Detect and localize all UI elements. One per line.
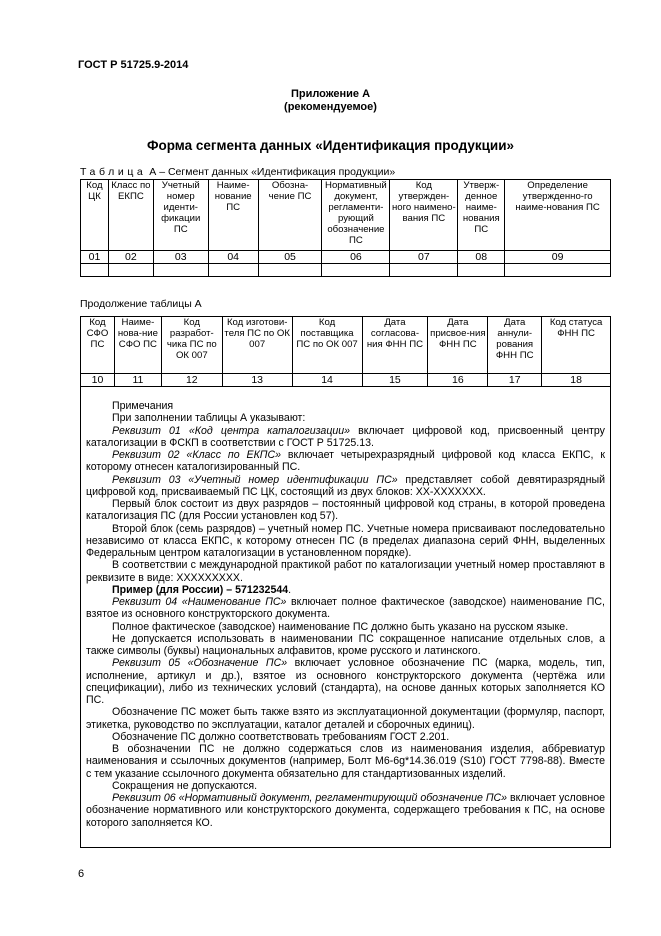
column-header: Код СФО ПС [81,317,115,374]
column-header: Код разработ-чика ПС по ОК 007 [161,317,222,374]
column-number: 05 [258,251,322,264]
appendix-subtitle: (рекомендуемое) [284,101,377,113]
note-text: представляет собой девятиразрядный цифровой код, присваиваемый ПС ЦК, состоящий из двух блоков: XX-XXXXXXX. [86,473,605,498]
form-title: Форма сегмента данных «Идентификация продукции» [146,138,515,153]
example-label: Пример (для России) – 571232544 [112,583,289,596]
empty-cell [322,264,390,277]
note-text: Полное фактическое (заводское) наименование ПС должно быть указано на русском языке. [112,620,569,633]
note-paragraph [86,559,605,584]
column-header: Код статуса ФНН ПС [542,317,611,374]
empty-cell [108,264,153,277]
page-number: 6 [78,868,85,880]
note-paragraph [86,474,605,499]
table-caption [80,166,395,178]
note-text: включает четырехразрядный цифровой код класса ЕКПС, к которому отнесен каталогизированный ПС. [86,449,605,474]
note-text: включает цифровой код, присвоенный центру каталогизации в ФСКП в соответствии с ГОСТ Р 51725.13. [86,424,605,449]
column-header: Наиме-нова-ние СФО ПС [114,317,161,374]
note-text: включает условное обозначение нормативного или конструкторского документа, содержащего требования к ПС, на основе которого заполняется КО. [86,792,605,829]
empty-cell [208,264,258,277]
note-text: Не допускается использовать в наименовании ПС сокращенное написание отдельных слов, а также символы (буквы) национальных алфавитов, кроме русского и латинского. [86,632,605,657]
note-paragraph [86,425,605,450]
column-header: Класс по ЕКПС [108,180,153,251]
column-number: 15 [362,374,428,387]
note-paragraph [86,584,605,596]
column-header: Код изготови-теля ПС по ОК 007 [222,317,292,374]
note-paragraph [86,400,605,412]
column-number: 02 [108,251,153,264]
column-header: Дата аннули-рования ФНН ПС [488,317,542,374]
note-text: Обозначение ПС должно соответствовать требованиям ГОСТ 2.201. [112,730,450,743]
column-header: Нормативный документ, регламенти-рующий обозначение ПС [322,180,390,251]
note-text: Примечания [112,400,174,412]
column-number: 08 [458,251,505,264]
column-number: 09 [505,251,611,264]
note-paragraph [86,621,605,633]
column-header: Код поставщика ПС по ОК 007 [292,317,362,374]
requisite-name: Реквизит 05 «Обозначение ПС» [112,657,288,670]
column-header: Код ЦК [81,180,109,251]
note-paragraph [86,449,605,474]
requisite-name: Реквизит 02 «Класс по ЕКПС» [112,449,282,461]
note-paragraph [86,743,605,780]
column-number: 04 [208,251,258,264]
note-paragraph [86,523,605,560]
column-header: Определение утвержденно-го наиме-нования ПС [505,180,611,251]
note-paragraph [86,498,605,523]
column-number: 14 [292,374,362,387]
column-number: 01 [81,251,109,264]
note-paragraph [86,706,605,731]
column-header: Обозна-чение ПС [258,180,322,251]
column-number: 10 [81,374,115,387]
note-text: В обозначении ПС не должно содержаться слов из наименования изделия, аббревиатур наименования и ссылочных документов (например, Болт М6-6g*14.36.019 (S10) ГОСТ 7798-88). Вместе с тем указание ссылочного документа обязательно для стандартизованных изделий. [86,743,605,780]
column-number: 17 [488,374,542,387]
column-number: 12 [161,374,222,387]
document-header: ГОСТ Р 51725.9-2014 [78,59,189,71]
note-text: Второй блок (семь разрядов) – учетный номер ПС. Учетные номера присваивают последовательно независимо от класса ЕКПС, к которому отнесен ПС (в пределах диапазона серий ФНН, выделенных Федеральным центром каталогизации в установленном порядке). [86,522,605,559]
appendix-title: Приложение А [290,88,371,100]
column-header: Дата присвое-ния ФНН ПС [428,317,488,374]
requisite-name: Реквизит 04 «Наименование ПС» [112,596,287,608]
note-paragraph [86,657,605,706]
note-paragraph [86,792,605,829]
column-number: 07 [390,251,458,264]
column-header: Утверж-денное наиме-нования ПС [458,180,505,251]
column-number: 06 [322,251,390,264]
table-continuation-caption: Продолжение таблицы А [80,298,202,310]
note-paragraph [86,780,605,792]
empty-cell [505,264,611,277]
empty-cell [81,264,109,277]
empty-cell [153,264,208,277]
column-number: 13 [222,374,292,387]
column-number: 03 [153,251,208,264]
note-paragraph [86,412,605,424]
note-paragraph [86,633,605,658]
column-header: Учетный номер иденти-фикации ПС [153,180,208,251]
column-header: Код утвержден-ного наимено-вания ПС [390,180,458,251]
caption-prefix: Таблица [80,166,147,178]
requisite-name: Реквизит 03 «Учетный номер идентификации ПС» [112,473,398,486]
note-paragraph [86,596,605,621]
note-text: Сокращения не допускаются. [112,779,258,792]
empty-cell [258,264,322,277]
empty-cell [390,264,458,277]
note-paragraph [86,731,605,743]
table-notes [80,386,611,848]
note-text: Первый блок состоит из двух разрядов – постоянный цифровой код страны, в которой проведена каталогизация ПС (для России установлен код 57). [86,498,605,523]
table-a [80,179,611,277]
note-text: включает условное обозначение ПС (марка, модель, тип, исполнение, артикул и др.), взятое из основного конструкторского документа (чертёжа или спецификации), либо из технических условий (стандарта), на основе данных которых заполняется КО ПС. [86,657,605,706]
note-text: Обозначение ПС может быть также взято из эксплуатационной документации (формуляр, паспорт, этикетка, руководство по эксплуатации, каталог деталей и сборочных единиц). [86,706,605,731]
note-text: включает полное фактическое (заводское) наименование ПС, взятое из основного конструкторского документа. [86,596,605,621]
column-header: Наиме-нование ПС [208,180,258,251]
column-number: 16 [428,374,488,387]
column-number: 18 [542,374,611,387]
table-a-continued [80,316,611,387]
column-number: 11 [114,374,161,387]
note-text: В соответствии с международной практикой работ по каталогизации учетный номер проставляют в реквизите в виде: XXXXXXXXX. [86,559,605,584]
note-text: . [288,583,292,596]
caption-text: А – Сегмент данных «Идентификация продукции» [149,166,396,178]
note-text: При заполнении таблицы А указывают: [112,412,306,425]
requisite-name: Реквизит 01 «Код центра каталогизации» [112,424,351,437]
empty-cell [458,264,505,277]
requisite-name: Реквизит 06 «Нормативный документ, регламентирующий обозначение ПС» [112,792,508,804]
column-header: Дата согласова-ния ФНН ПС [362,317,428,374]
